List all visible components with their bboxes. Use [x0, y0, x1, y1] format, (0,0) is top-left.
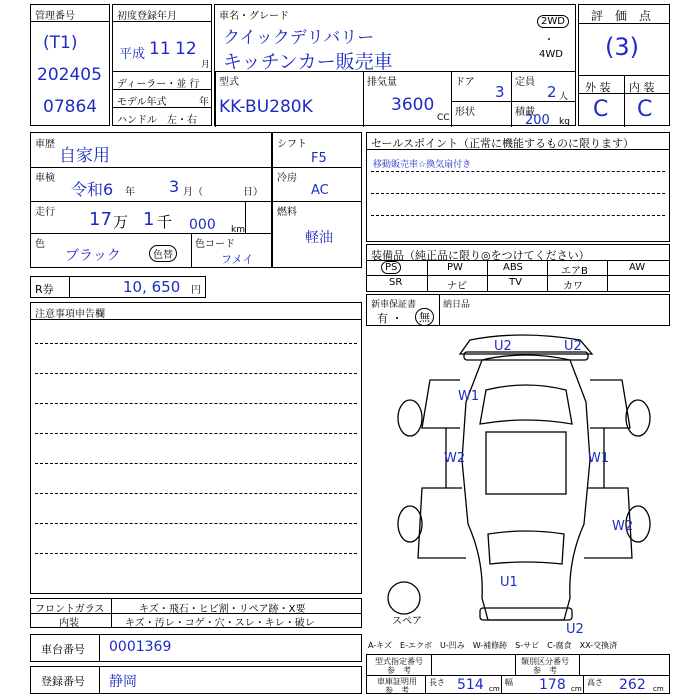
color-code-label: 色コード: [195, 239, 235, 250]
drive-separator: ・: [544, 35, 554, 46]
type-number-sub: 参 考: [387, 666, 411, 675]
glass-interior-box: [30, 598, 362, 628]
model-value: KK-BU280K: [219, 97, 313, 117]
length-label: 長さ: [429, 678, 445, 687]
management-number-1: 202405: [37, 65, 102, 85]
door-label: ドア: [455, 77, 475, 88]
sales-points-box: [366, 132, 670, 242]
interior-check-value: キズ・汚レ・コゲ・穴・スレ・キレ・破レ: [125, 618, 315, 629]
model-label: 型式: [219, 77, 239, 88]
width-label: 幅: [505, 678, 513, 687]
dealer-label: ディーラー・並 行: [117, 79, 200, 90]
rear-window: [488, 531, 564, 564]
door-value: 3: [495, 83, 505, 101]
shaken-era: 令和6: [71, 180, 114, 199]
registration-year: 11: [149, 39, 171, 59]
spare-label: スペア: [392, 616, 422, 627]
registration-box: [30, 666, 362, 694]
garage-cert-label: 車庫証明用: [377, 677, 417, 686]
evaluation-box: [578, 4, 670, 126]
roof: [486, 432, 566, 494]
evaluation-label: 評 価 点: [591, 9, 652, 23]
shaken-day-unit: 日）: [243, 187, 263, 198]
mileage-label: 走行: [35, 207, 55, 218]
damage-legend: A-キズ E-エクボ U-凹み W-補修跡 S-サビ C-腐食 XX-交換済: [368, 641, 618, 650]
right-fender-front: [590, 380, 630, 428]
rear-bumper: [480, 608, 572, 620]
chassis-label: 車台番号: [41, 643, 85, 656]
right-front-tire: [626, 400, 650, 436]
interior-label: 内 装: [629, 81, 655, 94]
management-number-2: 07864: [43, 97, 98, 117]
mileage-man-unit: 万: [113, 213, 129, 231]
color-value: ブラック: [65, 248, 121, 264]
shaken-label: 車検: [35, 173, 55, 184]
width-unit: cm: [571, 685, 582, 693]
model-year-unit: 年: [199, 97, 209, 108]
car-damage-diagram: [370, 328, 670, 638]
garage-cert-sub: 参 考: [385, 686, 409, 695]
sales-point-line-1: 移動販売車☆換気扇付き: [373, 160, 472, 170]
left-fender-rear: [418, 488, 466, 558]
registration-date-label: 初度登録年月: [117, 11, 177, 22]
shift-box: [272, 132, 362, 268]
recycle-ticket-label: R券: [35, 283, 54, 296]
displacement-unit: CC: [437, 113, 450, 123]
mileage-sen: 1: [143, 209, 155, 230]
sales-points-label: セールスポイント（正常に機能するものに限ります）: [371, 137, 635, 150]
history-value: 自家用: [59, 146, 110, 166]
color-code-value: フメイ: [221, 253, 254, 266]
ac-value: AC: [311, 183, 329, 198]
fuel-value: 軽油: [305, 230, 333, 246]
registration-month: 12: [175, 39, 197, 59]
capacity-label: 定員: [515, 77, 535, 88]
registration-era: 平成: [119, 47, 146, 62]
ac-label: 冷房: [277, 173, 297, 184]
load-label: 積載: [515, 107, 535, 118]
mileage-sen-unit: 千: [157, 213, 173, 231]
length-value: 514: [457, 677, 484, 693]
car-name-line-2: キッチンカー販売車: [223, 51, 393, 73]
color-change: 色替: [149, 245, 177, 262]
left-front-tire: [398, 400, 422, 436]
exterior-label: 外 装: [585, 81, 611, 94]
front-glass-value: キズ・飛石・ヒビ割・リペア跡・X要: [139, 604, 306, 615]
mark-left-front-door: W1: [458, 389, 480, 404]
equipment-pw: PW: [447, 262, 463, 273]
warranty-label: 新車保証書: [371, 300, 417, 310]
load-unit: kg: [559, 117, 570, 127]
drive-4wd: 4WD: [539, 49, 563, 60]
management-box: [30, 4, 110, 126]
equipment-navi: ナビ: [447, 281, 467, 292]
mark-right-front-door: W1: [588, 451, 610, 466]
length-unit: cm: [489, 685, 500, 693]
management-t1: (T1): [43, 33, 78, 53]
shaken-month: 3: [169, 177, 180, 196]
left-fender-front: [422, 380, 460, 428]
drive-2wd: 2WD: [537, 15, 569, 28]
equipment-box: [366, 244, 670, 292]
equipment-leather: カワ: [563, 281, 583, 292]
class-number-sub: 参 考: [533, 666, 557, 675]
evaluation-score: (3): [605, 33, 639, 61]
shape-label: 形状: [455, 107, 475, 118]
mark-rear-bumper: U2: [566, 622, 584, 637]
car-name-label: 車名・グレード: [219, 11, 289, 22]
equipment-airbag: エアB: [561, 266, 588, 277]
mark-front-left: U2: [494, 339, 512, 354]
model-year-label: モデル年式: [117, 97, 167, 108]
equipment-ps: PS: [381, 261, 401, 274]
mark-rear: U1: [500, 575, 518, 590]
equipment-label: 装備品（純正品に限り◎をつけてください）: [371, 249, 590, 262]
delivery-label: 納日品: [443, 300, 471, 310]
month-unit: 月: [201, 60, 211, 70]
spare-tire: [388, 582, 420, 614]
mileage-unit: km: [231, 225, 245, 235]
equipment-abs: ABS: [503, 262, 523, 273]
registration-value: 静岡: [109, 674, 137, 690]
equipment-aw: AW: [629, 262, 646, 273]
notes-label: 注意事項申告欄: [35, 309, 105, 320]
equipment-sr: SR: [389, 277, 403, 288]
chassis-box: [30, 634, 362, 662]
equipment-tv: TV: [509, 277, 522, 288]
recycle-ticket-unit: 円: [191, 285, 201, 296]
displacement-value: 3600: [391, 95, 435, 115]
notes-box: [30, 302, 362, 594]
type-number-label: 型式指定番号: [375, 657, 423, 666]
warranty-value: 有 ・: [377, 312, 403, 325]
car-name-line-1: クイックデリバリー: [223, 28, 375, 48]
warranty-none: 無: [415, 308, 434, 326]
recycle-ticket-value: 10, 650: [123, 278, 181, 296]
registration-date-box: [112, 4, 212, 126]
vehicle-info-box: [30, 132, 272, 268]
height-label: 高さ: [587, 678, 603, 687]
mileage-rest: 000: [189, 217, 216, 233]
registration-label: 登録番号: [41, 675, 85, 688]
specs-box: [366, 654, 670, 694]
mileage-man: 17: [89, 209, 112, 230]
exterior-grade: C: [593, 97, 609, 122]
width-value: 178: [539, 677, 566, 693]
front-glass-label: フロントガラス: [35, 604, 105, 615]
management-label: 管理番号: [35, 11, 75, 22]
shaken-year-unit: 年: [125, 187, 135, 198]
shift-value: F5: [311, 151, 327, 166]
warranty-box: [366, 294, 670, 326]
capacity-value: 2: [547, 83, 557, 101]
history-label: 車歴: [35, 139, 55, 150]
handle-label: ハンドル 左・右: [117, 115, 197, 126]
mark-right-rear-fender: W2: [612, 519, 634, 534]
displacement-label: 排気量: [367, 77, 397, 88]
load-value: 200: [525, 113, 550, 128]
shaken-month-unit: 月（: [183, 187, 203, 198]
interior-check-label: 内装: [59, 618, 79, 629]
car-body-outline: [462, 355, 590, 620]
height-value: 262: [619, 677, 646, 693]
chassis-value: 0001369: [109, 639, 172, 655]
recycle-ticket-box: [30, 276, 206, 298]
capacity-unit: 人: [559, 92, 569, 102]
left-rear-tire: [398, 506, 422, 542]
class-number-label: 類別区分番号: [521, 657, 569, 666]
fuel-label: 燃料: [277, 207, 297, 218]
height-unit: cm: [653, 685, 664, 693]
mark-front-right: U2: [564, 339, 582, 354]
car-name-box: [214, 4, 576, 126]
mark-left-rear-door: W2: [444, 451, 466, 466]
windshield: [480, 385, 572, 424]
shift-label: シフト: [277, 139, 307, 150]
interior-grade: C: [637, 97, 653, 122]
color-label: 色: [35, 239, 45, 250]
